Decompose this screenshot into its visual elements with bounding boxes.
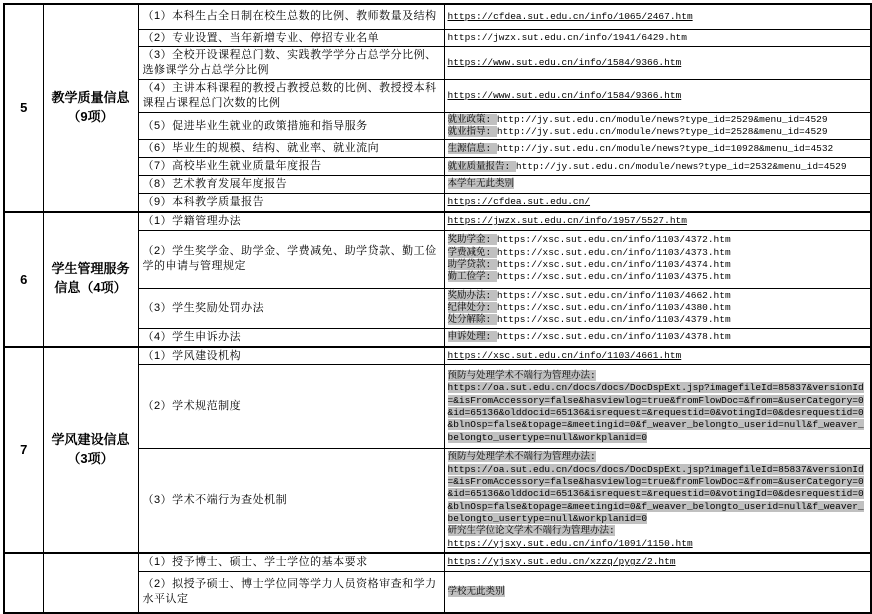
- url-text: https://xsc.sut.edu.cn/info/1103/4372.htm: [496, 234, 731, 246]
- item-cell: （2）学生奖学金、助学金、学费减免、助学贷款、勤工俭学的申请与管理规定: [138, 230, 444, 288]
- url-cell: [444, 158, 871, 176]
- url-line: [448, 538, 868, 550]
- url-cell: [444, 29, 871, 47]
- url-cell: [444, 571, 871, 613]
- section-number: 5: [4, 4, 43, 212]
- url-line: [448, 215, 868, 227]
- url-line: [448, 382, 868, 444]
- item-cell: （3）学生奖励处罚办法: [138, 288, 444, 328]
- highlighted-label: 就业指导:: [447, 126, 497, 138]
- item-cell: （4）主讲本科课程的教授占教授总数的比例、教授授本科课程占课程总门次数的比例: [138, 80, 444, 113]
- url-text: http://jy.sut.edu.cn/module/news?type_id=2529&menu_id=4529: [496, 113, 828, 125]
- url-link[interactable]: https://yjsxy.sut.edu.cn/info/1091/1150.htm: [447, 537, 693, 549]
- url-cell: [444, 553, 871, 571]
- table-row: [4, 553, 871, 571]
- highlighted-label: 奖助学金:: [447, 234, 497, 246]
- item-cell: （3）全校开设课程总门数、实践教学学分占总学分比例、选修课学分占总学分比例: [138, 47, 444, 80]
- url-line: [448, 464, 868, 526]
- item-cell: （1）学籍管理办法: [138, 212, 444, 230]
- table-row: [4, 4, 871, 29]
- url-line: [448, 114, 868, 126]
- item-cell: （9）本科教学质量报告: [138, 193, 444, 211]
- section-number: 6: [4, 212, 43, 347]
- item-cell: （4）学生申诉办法: [138, 328, 444, 346]
- url-link[interactable]: https://cfdea.sut.edu.cn/: [447, 196, 591, 208]
- section-category: 学生管理服务信息（4项）: [43, 212, 138, 347]
- item-cell: （2）拟授予硕士、博士学位同等学力人员资格审查和学力水平认定: [138, 571, 444, 613]
- url-cell: [444, 212, 871, 230]
- url-line: [448, 143, 868, 155]
- url-cell: [444, 193, 871, 211]
- url-text: https://xsc.sut.edu.cn/info/1103/4379.htm: [496, 314, 731, 326]
- item-cell: （2）专业设置、当年新增专业、停招专业名单: [138, 29, 444, 47]
- info-table-body: [4, 4, 871, 613]
- url-cell: [444, 328, 871, 346]
- url-text: https://xsc.sut.edu.cn/info/1103/4662.htm: [496, 289, 731, 301]
- url-text: https://xsc.sut.edu.cn/info/1103/4375.htm: [496, 271, 731, 283]
- url-line: [448, 11, 868, 23]
- highlighted-label: 生源信息:: [447, 142, 497, 154]
- highlighted-label: 处分解除:: [447, 314, 497, 326]
- url-line: [448, 451, 868, 463]
- highlighted-label: 本学年无此类别: [447, 178, 515, 190]
- url-text: https://jwzx.sut.edu.cn/info/1941/6429.htm: [447, 31, 687, 43]
- url-line: [448, 290, 868, 302]
- url-cell: [444, 365, 871, 449]
- url-text: https://xsc.sut.edu.cn/info/1103/4378.htm: [496, 330, 731, 342]
- url-line: [448, 556, 868, 568]
- item-cell: （1）学风建设机构: [138, 347, 444, 365]
- url-line: [448, 271, 868, 283]
- url-line: [448, 161, 868, 173]
- url-cell: [444, 176, 871, 194]
- url-cell: [444, 347, 871, 365]
- section-category: 教学质量信息（9项）: [43, 4, 138, 212]
- url-link[interactable]: https://yjsxy.sut.edu.cn/xzzq/pygz/2.htm: [447, 556, 676, 568]
- url-link[interactable]: https://xsc.sut.edu.cn/info/1103/4661.htm: [447, 349, 682, 361]
- section-number: 7: [4, 347, 43, 553]
- url-text: http://jy.sut.edu.cn/module/news?type_id=2532&menu_id=4529: [515, 160, 847, 172]
- url-cell: [444, 4, 871, 29]
- url-link[interactable]: https://www.sut.edu.cn/info/1584/9366.htm: [447, 57, 682, 69]
- url-line: [448, 302, 868, 314]
- section-category: [43, 553, 138, 613]
- url-line: [448, 247, 868, 259]
- item-cell: （1）授予博士、硕士、学士学位的基本要求: [138, 553, 444, 571]
- info-table: [3, 3, 872, 614]
- url-line: [448, 90, 868, 102]
- url-line: [448, 196, 868, 208]
- highlighted-label: 学费减免:: [447, 246, 497, 258]
- url-cell: [444, 80, 871, 113]
- table-row: [4, 212, 871, 230]
- url-line: [448, 259, 868, 271]
- highlighted-label: 勤工俭学:: [447, 271, 497, 283]
- url-line: [448, 350, 868, 362]
- item-cell: （3）学术不端行为查处机制: [138, 449, 444, 553]
- highlighted-label: 预防与处理学术不端行为管理办法:: [447, 369, 596, 381]
- url-text: http://jy.sut.edu.cn/module/news?type_id=2528&menu_id=4529: [496, 126, 828, 138]
- highlighted-label: 预防与处理学术不端行为管理办法:: [447, 451, 596, 463]
- url-text: https://xsc.sut.edu.cn/info/1103/4380.htm: [496, 301, 731, 313]
- highlighted-label: 助学贷款:: [447, 259, 497, 271]
- url-line: [448, 126, 868, 138]
- item-cell: （1）本科生占全日制在校生总数的比例、教师数量及结构: [138, 4, 444, 29]
- url-line: [448, 57, 868, 69]
- url-text: http://jy.sut.edu.cn/module/news?type_id=10928&menu_id=4532: [496, 142, 834, 154]
- item-cell: （7）高校毕业生就业质量年度报告: [138, 158, 444, 176]
- url-link[interactable]: https://www.sut.edu.cn/info/1584/9366.htm: [447, 89, 682, 101]
- section-number: [4, 553, 43, 613]
- url-link[interactable]: https://jwzx.sut.edu.cn/info/1957/5527.htm: [447, 215, 687, 227]
- url-text: https://xsc.sut.edu.cn/info/1103/4374.htm: [496, 259, 731, 271]
- url-line: [448, 234, 868, 246]
- url-cell: [444, 47, 871, 80]
- url-text: https://oa.sut.edu.cn/docs/docs/DocDspExt.jsp?imagefileId=85837&versionId=&isFromAccessory=false&hasviewlog=true&fromFlowDoc=&from=&userCategory=0&id=65136&olddocid=65136&isrequest=&requestid=0&votingId=0&desrequestid=0&blnOsp=false&topage=&meetingid=0&f_weaver_belongto_userid=null&f_weaver_belongto_usertype=null&workplanid=0: [447, 463, 864, 524]
- table-row: [4, 347, 871, 365]
- url-line: [448, 525, 868, 537]
- url-line: [448, 586, 868, 598]
- item-cell: （8）艺术教育发展年度报告: [138, 176, 444, 194]
- highlighted-label: 纪律处分:: [447, 301, 497, 313]
- url-text: https://xsc.sut.edu.cn/info/1103/4373.htm: [496, 246, 731, 258]
- url-line: [448, 331, 868, 343]
- highlighted-label: 申诉处理:: [447, 330, 497, 342]
- url-cell: [444, 449, 871, 553]
- highlighted-label: 就业政策:: [447, 113, 497, 125]
- highlighted-label: 奖励办法:: [447, 289, 497, 301]
- url-cell: [444, 230, 871, 288]
- url-cell: [444, 112, 871, 140]
- item-cell: （2）学术规范制度: [138, 365, 444, 449]
- url-link[interactable]: https://cfdea.sut.edu.cn/info/1065/2467.htm: [447, 10, 693, 22]
- item-cell: （6）毕业生的规模、结构、就业率、就业流向: [138, 140, 444, 158]
- highlighted-label: 就业质量报告:: [447, 160, 516, 172]
- url-cell: [444, 288, 871, 328]
- item-cell: （5）促进毕业生就业的政策措施和指导服务: [138, 112, 444, 140]
- url-line: [448, 178, 868, 190]
- url-line: [448, 314, 868, 326]
- url-line: [448, 32, 868, 44]
- section-category: 学风建设信息（3项）: [43, 347, 138, 553]
- highlighted-label: 学校无此类别: [447, 585, 505, 597]
- url-text: https://oa.sut.edu.cn/docs/docs/DocDspExt.jsp?imagefileId=85837&versionId=&isFromAccessory=false&hasviewlog=true&fromFlowDoc=&from=&userCategory=0&id=65136&olddocid=65136&isrequest=&requestid=0&votingId=0&desrequestid=0&blnOsp=false&topage=&meetingid=0&f_weaver_belongto_userid=null&f_weaver_belongto_usertype=null&workplanid=0: [447, 382, 864, 443]
- highlighted-label: 研究生学位论文学术不端行为管理办法:: [447, 525, 615, 537]
- url-cell: [444, 140, 871, 158]
- url-line: [448, 370, 868, 382]
